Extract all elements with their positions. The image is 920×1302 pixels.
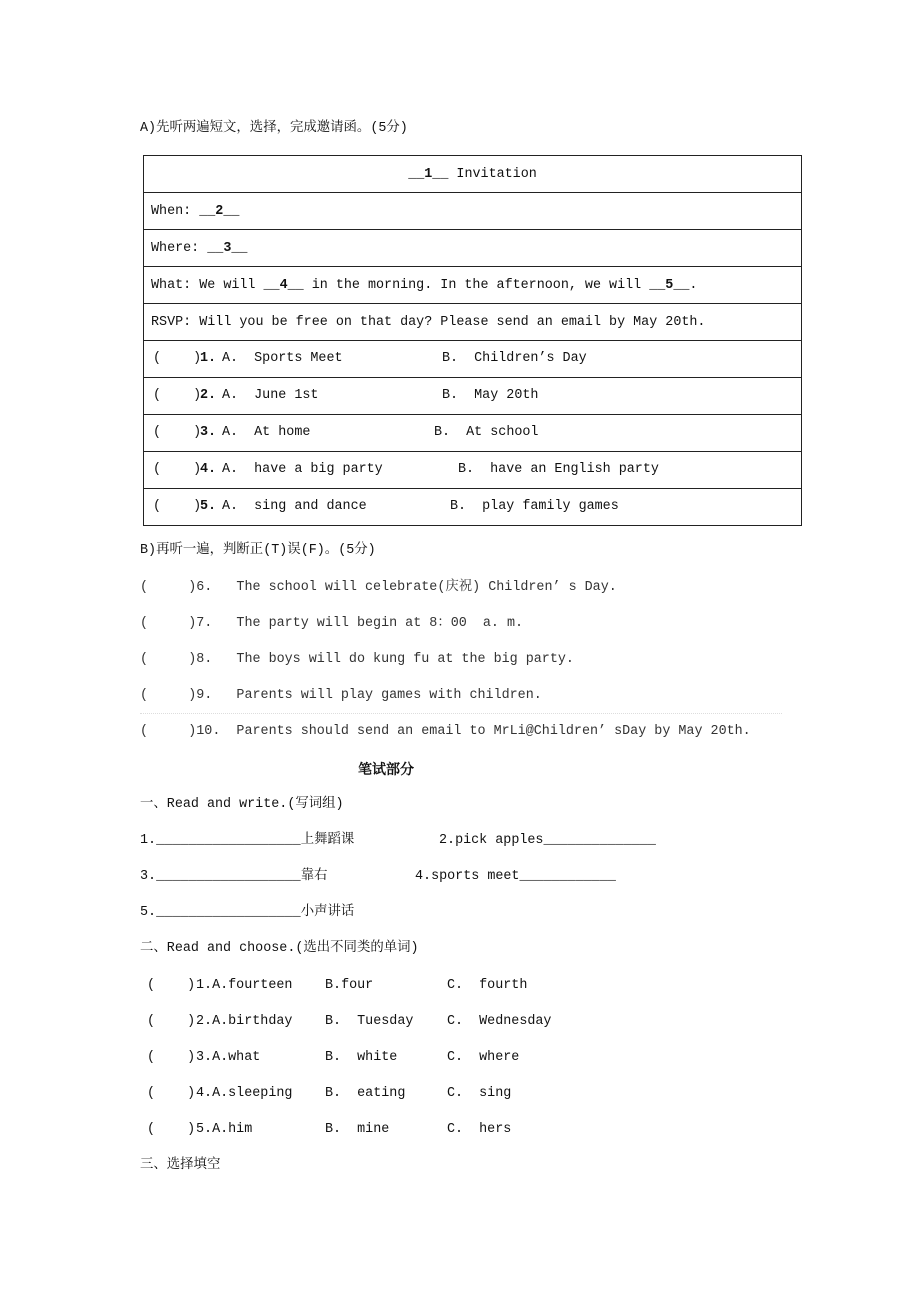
option-b: B. have an English party <box>458 462 659 477</box>
tf-item: ( )9. Parents will play games with children. <box>140 688 542 703</box>
option-c: C. fourth <box>447 978 528 993</box>
where-label: Where: <box>151 240 208 256</box>
option-a: A. Sports Meet <box>222 351 343 366</box>
what-text: What: We will <box>151 277 264 293</box>
blank-1: __1__ <box>408 166 449 182</box>
option-b: B. May 20th <box>442 388 539 403</box>
option-a: 4.A.sleeping <box>196 1086 293 1101</box>
blank-3: __3__ <box>207 240 248 256</box>
option-b: B. Children’s Day <box>442 351 587 366</box>
option-b: B.four <box>325 978 374 993</box>
question-row <box>144 452 802 489</box>
option-b: B. white <box>325 1050 398 1065</box>
answer-paren: ( ) <box>153 425 202 440</box>
invitation-title: Invitation <box>448 166 537 182</box>
option-c: C. hers <box>447 1122 512 1137</box>
question-number: 5. <box>200 499 217 514</box>
option-b: B. mine <box>325 1122 390 1137</box>
what-cell <box>144 267 802 304</box>
question-number: 4. <box>200 462 217 477</box>
section-2-heading: 二、Read and choose.(选出不同类的单词) <box>140 941 419 956</box>
blank-5: __5__ <box>649 277 690 293</box>
what-text: in the morning. In the afternoon, we will <box>303 277 650 293</box>
option-b: B. play family games <box>450 499 619 514</box>
option-b: B. Tuesday <box>325 1014 414 1029</box>
section-3-heading: 三、选择填空 <box>140 1158 221 1173</box>
when-label: When: <box>151 203 200 219</box>
question-row <box>144 341 802 378</box>
option-a: A. June 1st <box>222 388 319 403</box>
option-a: A. sing and dance <box>222 499 367 514</box>
question-number: 2. <box>200 388 217 403</box>
written-section-title: 笔试部分 <box>358 762 414 778</box>
answer-paren: ( ) <box>153 462 202 477</box>
tf-item: ( )7. The party will begin at 8：00 a. m. <box>140 616 524 631</box>
option-c: C. Wednesday <box>447 1014 552 1029</box>
answer-paren: ( ) <box>147 978 196 993</box>
option-c: C. where <box>447 1050 520 1065</box>
where-cell <box>144 230 802 267</box>
section-1-heading: 一、Read and write.(写词组) <box>140 797 344 812</box>
answer-paren: ( ) <box>147 1050 196 1065</box>
option-a: A. have a big party <box>222 462 383 477</box>
what-text: . <box>689 277 698 293</box>
option-a: 2.A.birthday <box>196 1014 293 1029</box>
answer-paren: ( ) <box>147 1014 196 1029</box>
answer-paren: ( ) <box>153 351 202 366</box>
answer-paren: ( ) <box>147 1086 196 1101</box>
answer-paren: ( ) <box>153 388 202 403</box>
write-item: 5.__________________小声讲话 <box>140 905 355 920</box>
write-item: 1.__________________上舞蹈课 <box>140 833 355 848</box>
tf-item: ( )8. The boys will do kung fu at the big party. <box>140 652 574 667</box>
when-cell <box>144 193 802 230</box>
question-row <box>144 415 802 452</box>
question-row <box>144 378 802 415</box>
option-a: 3.A.what <box>196 1050 261 1065</box>
answer-paren: ( ) <box>147 1122 196 1137</box>
option-b: B. At school <box>434 425 539 440</box>
write-item: 4.sports meet____________ <box>415 869 616 884</box>
blank-4: __4__ <box>263 277 304 293</box>
rsvp-cell: RSVP: Will you be free on that day? Please send an email by May 20th. <box>144 304 802 341</box>
invitation-table <box>143 155 802 526</box>
option-a: A. At home <box>222 425 311 440</box>
part-b-heading: B)再听一遍，判断正(T)误(F)。(5分) <box>140 543 376 558</box>
write-item: 3.__________________靠右 <box>140 869 328 884</box>
answer-paren: ( ) <box>153 499 202 514</box>
option-a: 5.A.him <box>196 1122 253 1137</box>
option-c: C. sing <box>447 1086 512 1101</box>
tf-item: ( )6. The school will celebrate(庆祝) Children’ s Day. <box>140 580 617 595</box>
write-item: 2.pick apples______________ <box>439 833 656 848</box>
option-a: 1.A.fourteen <box>196 978 293 993</box>
option-b: B. eating <box>325 1086 406 1101</box>
tf-item: ( )10. Parents should send an email to MrLi@Children’ sDay by May 20th. <box>140 724 751 739</box>
invitation-title-cell <box>144 156 802 193</box>
question-number: 3. <box>200 425 217 440</box>
blank-2: __2__ <box>199 203 240 219</box>
question-number: 1. <box>200 351 217 366</box>
question-row <box>144 489 802 526</box>
part-a-heading: A)先听两遍短文，选择，完成邀请函。(5分) <box>140 121 408 136</box>
dotted-divider <box>140 713 782 714</box>
